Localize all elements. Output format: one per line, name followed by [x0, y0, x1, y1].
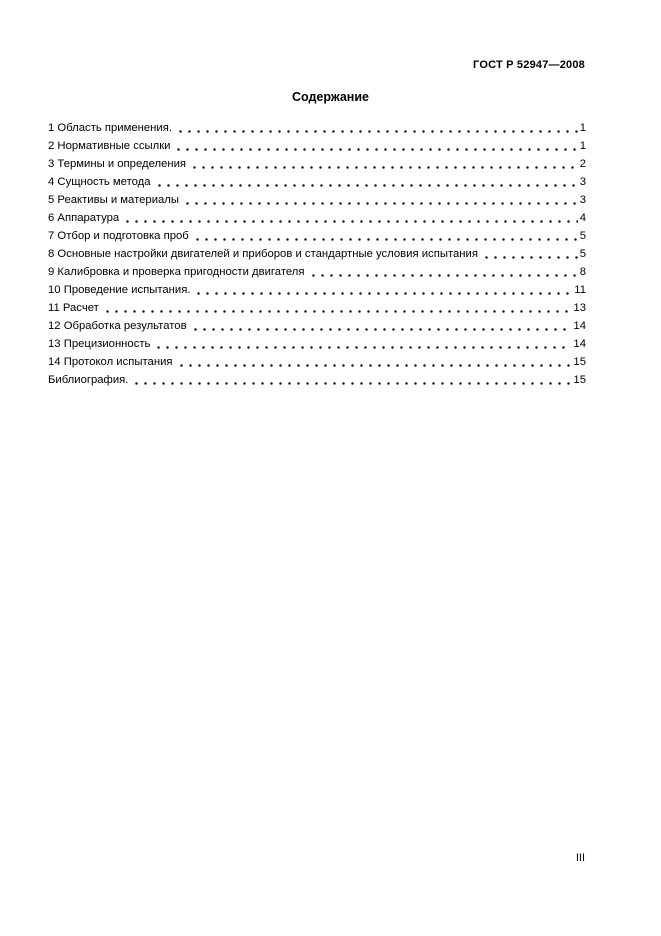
toc-entry: [48, 227, 586, 245]
toc-entry-page: 1: [579, 140, 586, 152]
toc-entry-page: 1: [579, 122, 586, 134]
toc-entry-label: 5 Реактивы и материалы: [48, 194, 180, 206]
toc-entry-page: 3: [579, 176, 586, 188]
toc-entry-page: 11: [574, 284, 586, 296]
toc-entry-label: 12 Обработка результатов: [48, 320, 187, 332]
dot-leader: [479, 245, 578, 263]
toc-entry-page: 2: [579, 158, 586, 170]
dot-leader: [190, 227, 578, 245]
toc-entry: [48, 353, 586, 371]
toc-entry-label: 8 Основные настройки двигателей и приборов и стандартные условия испытания: [48, 248, 478, 260]
dot-leader: [306, 263, 578, 281]
dot-leader: [187, 155, 578, 173]
toc-entry: [48, 173, 586, 191]
dot-leader: [174, 353, 572, 371]
toc-entry: [48, 191, 586, 209]
toc-entry: [48, 263, 586, 281]
toc-entry-label: 14 Протокол испытания: [48, 356, 173, 368]
toc-entry: [48, 299, 586, 317]
doc-number: ГОСТ Р 52947—2008: [473, 59, 585, 71]
toc-entry-label: 11 Расчет: [48, 302, 99, 314]
toc-entry-label: 9 Калибровка и проверка пригодности двигателя: [48, 266, 305, 278]
dot-leader: [120, 209, 578, 227]
dot-leader: [171, 137, 577, 155]
dot-leader: [180, 191, 578, 209]
toc-entry-page: 15: [573, 374, 586, 386]
toc-entry-page: 14: [573, 338, 586, 350]
dot-leader: [100, 299, 572, 317]
toc-entry-label: 10 Проведение испытания.: [48, 284, 191, 296]
toc-entry-page: 5: [579, 248, 586, 260]
toc-entry-label: Библиография.: [48, 374, 129, 386]
toc-entry-label: 13 Прецизионность: [48, 338, 151, 350]
toc-entry-label: 2 Нормативные ссылки: [48, 140, 171, 152]
page-title: Содержание: [291, 90, 369, 104]
toc-entry: [48, 137, 586, 155]
toc-entry-label: 4 Сущность метода: [48, 176, 151, 188]
toc-entry-page: 13: [573, 302, 586, 314]
dot-leader: [152, 173, 578, 191]
toc-entry: [48, 155, 586, 173]
toc-entry-page: 14: [573, 320, 586, 332]
dot-leader: [188, 317, 572, 335]
toc-entry: [48, 281, 586, 299]
toc-entry: [48, 245, 586, 263]
toc-entry-page: 8: [579, 266, 586, 278]
toc-entry-page: 3: [579, 194, 586, 206]
toc-entry-label: 7 Отбор и подготовка проб: [48, 230, 189, 242]
toc-list: [48, 119, 586, 389]
toc-entry: [48, 371, 586, 389]
toc-entry: [48, 119, 586, 137]
dot-leader: [191, 281, 572, 299]
toc-entry-label: 6 Аппаратура: [48, 212, 120, 224]
page-number-roman: III: [575, 852, 585, 864]
dot-leader: [151, 335, 571, 353]
toc-entry: [48, 209, 586, 227]
toc-entry-label: 1 Область применения.: [48, 122, 172, 134]
toc-entry-page: 5: [579, 230, 586, 242]
toc-entry: [48, 317, 586, 335]
toc-entry-page: 4: [579, 212, 586, 224]
dot-leader: [129, 371, 571, 389]
dot-leader: [173, 119, 578, 137]
toc-entry-page: 15: [573, 356, 586, 368]
toc-entry: [48, 335, 586, 353]
toc-entry-label: 3 Термины и определения: [48, 158, 187, 170]
